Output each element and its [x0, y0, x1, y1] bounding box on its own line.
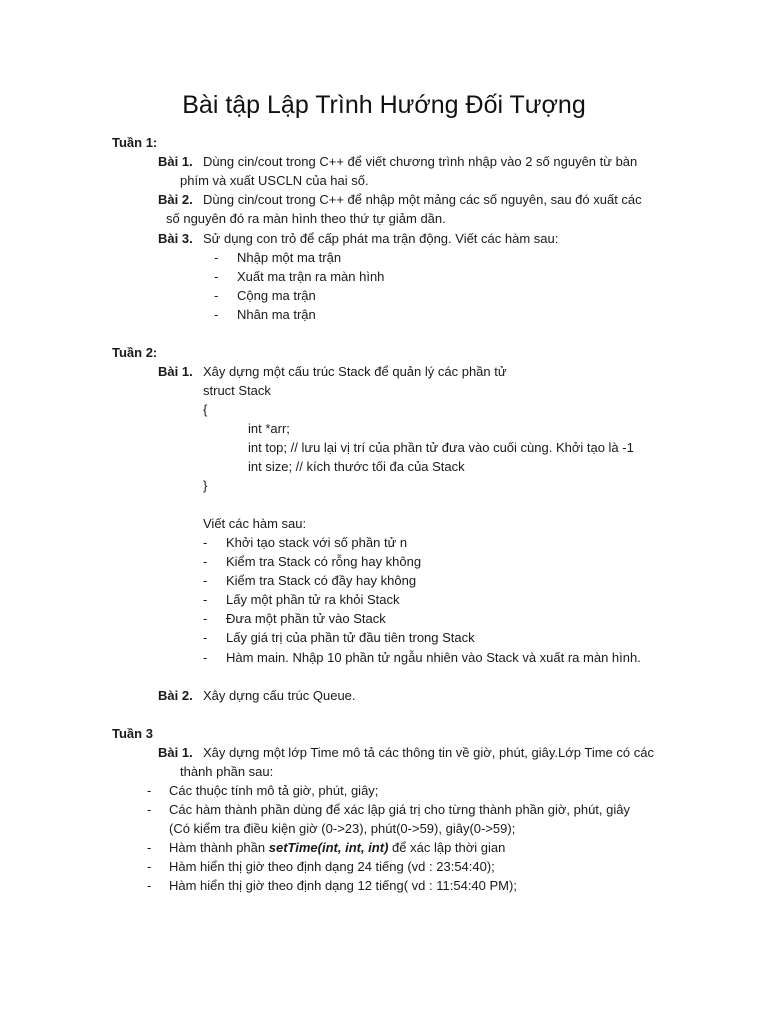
list-item: Nhập một ma trận — [237, 250, 342, 265]
functions-intro: Viết các hàm sau: — [203, 516, 307, 531]
bullet: - — [147, 783, 152, 798]
week1-ex1-line2: phím và xuất USCLN của hai số. — [180, 173, 369, 188]
week1-heading: Tuần 1: — [112, 135, 158, 150]
bullet: - — [203, 630, 208, 645]
settime-signature: setTime(int, int, int) — [268, 840, 389, 855]
code-line: struct Stack — [203, 383, 271, 398]
list-item-text: để xác lập thời gian — [392, 840, 506, 855]
bullet: - — [203, 650, 208, 665]
week2-ex2-text: Xây dựng cấu trúc Queue. — [203, 688, 356, 703]
bullet: - — [214, 288, 219, 303]
list-item-text: Hàm thành phần — [169, 840, 266, 855]
bullet: - — [203, 554, 208, 569]
list-item: Hàm main. Nhập 10 phần tử ngẫu nhiên vào Stack và xuất ra màn hình. — [226, 650, 641, 665]
week1-ex2-line2: số nguyên đó ra màn hình theo thứ tự giảm dần. — [166, 211, 446, 226]
week3-ex1-line2: thành phần sau: — [180, 764, 274, 779]
list-item: Các hàm thành phần dùng để xác lập giá trị cho từng thành phần giờ, phút, giây — [169, 802, 630, 817]
list-item: Các thuộc tính mô tả giờ, phút, giây; — [169, 783, 379, 798]
code-line: int top; // lưu lại vị trí của phần tử đưa vào cuối cùng. Khởi tạo là -1 — [248, 440, 634, 455]
code-line: int *arr; — [248, 421, 290, 436]
week2-ex2-label: Bài 2. — [158, 688, 193, 703]
list-item: Nhân ma trận — [237, 307, 316, 322]
week1-ex3-label: Bài 3. — [158, 231, 193, 246]
code-line: } — [203, 478, 208, 493]
week2-ex1-text: Xây dựng một cấu trúc Stack để quản lý các phần tử — [203, 364, 507, 379]
bullet: - — [147, 859, 152, 874]
list-item: Kiểm tra Stack có đầy hay không — [226, 573, 417, 588]
list-item: Lấy giá trị của phần tử đầu tiên trong Stack — [226, 630, 475, 645]
list-item: Hàm hiển thị giờ theo định dạng 24 tiếng (vd : 23:54:40); — [169, 859, 495, 874]
list-item: Lấy một phần tử ra khỏi Stack — [226, 592, 400, 607]
week3-heading: Tuần 3 — [112, 726, 153, 741]
list-item: Cộng ma trận — [237, 288, 316, 303]
bullet: - — [147, 802, 152, 817]
week1-ex3-text: Sử dụng con trỏ để cấp phát ma trận động. Viết các hàm sau: — [203, 231, 559, 246]
list-item: Khởi tạo stack với số phần tử n — [226, 535, 408, 550]
list-item: Hàm hiển thị giờ theo định dạng 12 tiếng( vd : 11:54:40 PM); — [169, 878, 517, 893]
bullet: - — [214, 307, 219, 322]
week1-ex2-line1: Dùng cin/cout trong C++ để nhập một mảng các số nguyên, sau đó xuất các — [203, 192, 642, 207]
page-title: Bài tập Lập Trình Hướng Đối Tượng — [182, 91, 586, 119]
code-line: int size; // kích thước tối đa của Stack — [248, 459, 465, 474]
week2-ex1-label: Bài 1. — [158, 364, 193, 379]
week3-ex1-line1: Xây dựng một lớp Time mô tả các thông tin về giờ, phút, giây.Lớp Time có các — [203, 745, 654, 760]
list-item: Kiểm tra Stack có rỗng hay không — [226, 554, 422, 569]
week3-ex1-label: Bài 1. — [158, 745, 193, 760]
bullet: - — [203, 611, 208, 626]
week1-ex2-label: Bài 2. — [158, 192, 193, 207]
bullet: - — [203, 573, 208, 588]
list-item: Đưa một phần tử vào Stack — [226, 611, 386, 626]
bullet: - — [214, 250, 219, 265]
bullet: - — [147, 878, 152, 893]
week1-ex1-label: Bài 1. — [158, 154, 193, 169]
list-item — [169, 838, 505, 857]
bullet: - — [147, 840, 152, 855]
bullet: - — [214, 269, 219, 284]
bullet: - — [203, 592, 208, 607]
bullet: - — [203, 535, 208, 550]
code-line: { — [203, 402, 208, 417]
list-item: Xuất ma trận ra màn hình — [237, 269, 385, 284]
list-item-continuation: (Có kiểm tra điều kiện giờ (0->23), phút(0->59), giây(0->59); — [169, 821, 516, 836]
week2-heading: Tuần 2: — [112, 345, 158, 360]
week1-ex1-line1: Dùng cin/cout trong C++ để viết chương trình nhập vào 2 số nguyên từ bàn — [203, 154, 638, 169]
